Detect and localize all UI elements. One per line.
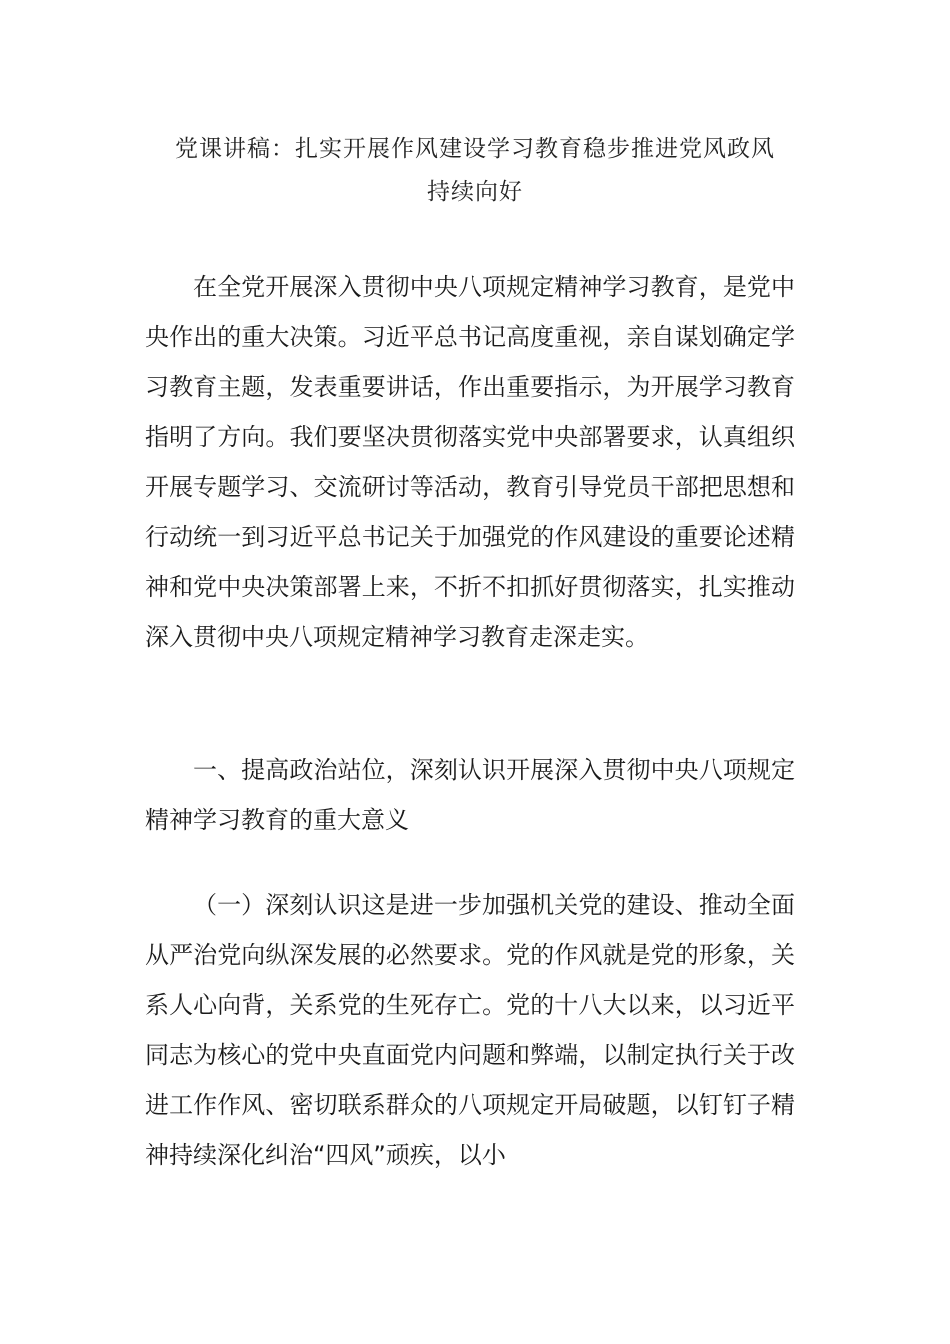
title-line-1: 党课讲稿：扎实开展作风建设学习教育稳步推进党风政风 [175, 136, 775, 162]
intro-paragraph: 在全党开展深入贯彻中央八项规定精神学习教育，是党中央作出的重大决策。习近平总书记高度重视，亲自谋划确定学习教育主题，发表重要讲话，作出重要指示，为开展学习教育指明了方向。我们要坚决贯彻落实党中央部署要求，认真组织开展专题学习、交流研讨等活动，教育引导党员干部把思想和行动统一到习近平总书记关于加强党的作风建设的重要论述精神和党中央决策部署上来，不折不扣抓好贯彻落实，扎实推动深入贯彻中央八项规定精神学习教育走深走实。 [145, 273, 795, 651]
title-line-2: 持续向好 [427, 179, 523, 205]
document-title [145, 128, 805, 214]
subsection-paragraph-1: （一）深刻认识这是进一步加强机关党的建设、推动全面从严治党向纵深发展的必然要求。党的作风就是党的形象，关系人心向背，关系党的生死存亡。党的十八大以来，以习近平同志为核心的党中央直面党内问题和弊端，以制定执行关于改进工作作风、密切联系群众的八项规定开局破题，以钉钉子精神持续深化纠治“四风”顽疾，以小 [145, 891, 795, 1169]
section-heading-1: 一、提高政治站位，深刻认识开展深入贯彻中央八项规定精神学习教育的重大意义 [145, 756, 795, 834]
